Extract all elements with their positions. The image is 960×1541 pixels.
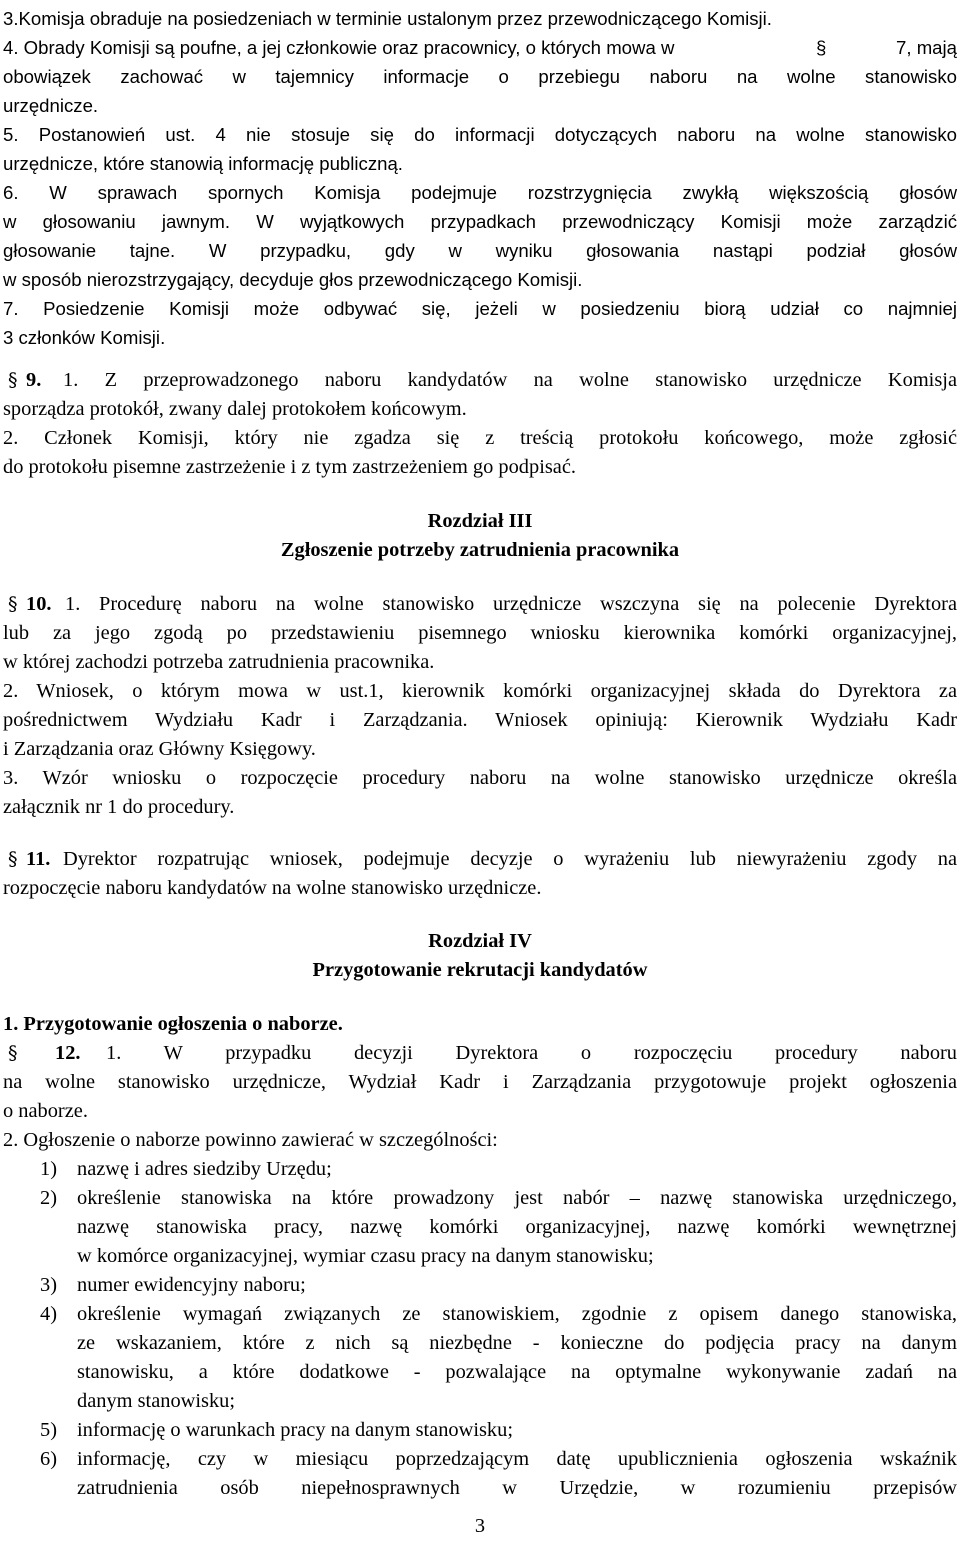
list-text: stanowisku, a które dodatkowe - pozwalające na optymalne wykonywanie zadań na — [77, 1361, 957, 1383]
list-item — [3, 1445, 957, 1473]
paragraph-line: na wolne stanowisko urzędnicze, Wydział Kadr i Zarządzania przygotowuje projekt ogłoszenia — [3, 1071, 957, 1093]
paragraph-line: do protokołu pisemne zastrzeżenie i z tym zastrzeżeniem go podpisać. — [3, 456, 576, 478]
list-item — [3, 1271, 957, 1299]
list-text: zatrudnienia osób niepełnosprawnych w Urzędzie, w rozumieniu przepisów — [77, 1477, 957, 1499]
paragraph-line: 7. Posiedzenie Komisji może odbywać się, jeżeli w posiedzeniu biorą udział co najmniej — [3, 298, 957, 319]
list-item — [3, 1155, 957, 1183]
list-text: danym stanowisku; — [77, 1390, 236, 1412]
paragraph-line — [3, 1039, 957, 1067]
paragraph-line: 5. Postanowień ust. 4 nie stosuje się do informacji dotyczących naboru na wolne stanowisko — [3, 124, 957, 145]
section-number: 9. — [26, 369, 42, 391]
paragraph-line — [3, 590, 957, 618]
list-item-continuation — [3, 1329, 957, 1357]
chapter-subtitle: Przygotowanie rekrutacji kandydatów — [312, 959, 648, 981]
list-number: 6) — [40, 1448, 57, 1470]
line-text: 1. Procedurę naboru na wolne stanowisko urzędnicze wszczyna się na polecenie Dyrektora — [65, 593, 957, 615]
section-sign: § — [8, 593, 18, 615]
paragraph-line: i Zarządzania oraz Główny Księgowy. — [3, 738, 316, 760]
list-number: 4) — [40, 1303, 57, 1325]
line-text: Dyrektor rozpatrując wniosek, podejmuje decyzje o wyrażeniu lub niewyrażeniu zgody na — [63, 848, 957, 870]
list-text: określenie wymagań związanych ze stanowiskiem, zgodnie z opisem danego stanowiska, — [77, 1303, 957, 1325]
section-number: 10. — [26, 593, 52, 615]
list-item-continuation — [3, 1387, 957, 1415]
paragraph-line: sporządza protokół, zwany dalej protokołem końcowym. — [3, 398, 467, 420]
paragraph-line — [3, 34, 957, 62]
list-item — [3, 1416, 957, 1444]
list-number: 5) — [40, 1419, 57, 1441]
paragraph-line: w głosowaniu jawnym. W wyjątkowych przypadkach przewodniczący Komisji może zarządzić — [3, 211, 957, 232]
section-sign: § — [816, 37, 827, 58]
subheading: 1. Przygotowanie ogłoszenia o naborze. — [3, 1013, 343, 1035]
section-sign: § — [8, 1042, 18, 1064]
paragraph-line: pośrednictwem Wydziału Kadr i Zarządzania. Wniosek opiniują: Kierownik Wydziału Kadr — [3, 709, 957, 731]
paragraph-line — [3, 845, 957, 873]
section-sign: § — [8, 848, 18, 870]
page-number: 3 — [474, 1515, 486, 1537]
paragraph-line: 3.Komisja obraduje na posiedzeniach w terminie ustalonym przez przewodniczącego Komisji. — [3, 8, 772, 29]
paragraph-line — [3, 366, 957, 394]
paragraph-line: 2. Wniosek, o którym mowa w ust.1, kierownik komórki organizacyjnej składa do Dyrektora za — [3, 680, 957, 702]
section-number: 12. — [55, 1042, 81, 1064]
list-item-continuation — [3, 1213, 957, 1241]
line-text: 1. Z przeprowadzonego naboru kandydatów na wolne stanowisko urzędnicze Komisja — [63, 369, 957, 391]
list-text: ze wskazaniem, które z nich są niezbędne - konieczne do podjęcia pracy na danym — [77, 1332, 957, 1354]
paragraph-line: 2. Ogłoszenie o naborze powinno zawierać w szczególności: — [3, 1129, 498, 1151]
paragraph-line: 3 członków Komisji. — [3, 327, 166, 348]
list-number: 1) — [40, 1158, 57, 1180]
paragraph-line: rozpoczęcie naboru kandydatów na wolne stanowisko urzędnicze. — [3, 877, 542, 899]
list-text: informację, czy w miesiącu poprzedzającym datę upublicznienia ogłoszenia wskaźnik — [77, 1448, 957, 1470]
paragraph-line: lub za jego zgodą po przedstawieniu pisemnego wniosku kierownika komórki organizacyjnej, — [3, 622, 957, 644]
list-item — [3, 1300, 957, 1328]
list-item-continuation — [3, 1474, 957, 1502]
paragraph-line: załącznik nr 1 do procedury. — [3, 796, 235, 818]
list-text: informację o warunkach pracy na danym stanowisku; — [77, 1419, 513, 1441]
section-sign: § — [8, 369, 18, 391]
list-item-continuation — [3, 1358, 957, 1386]
list-text: w komórce organizacyjnej, wymiar czasu pracy na danym stanowisku; — [77, 1245, 654, 1267]
line-text: 7, mają — [896, 37, 957, 58]
line-text: 1. W przypadku decyzji Dyrektora o rozpoczęciu procedury naboru — [106, 1042, 957, 1064]
line-text: 4. Obrady Komisji są poufne, a jej członkowie oraz pracownicy, o których mowa w — [3, 37, 675, 58]
paragraph-line: w sposób nierozstrzygający, decyduje głos przewodniczącego Komisji. — [3, 269, 583, 290]
paragraph-line: obowiązek zachować w tajemnicy informacje o przebiegu naboru na wolne stanowisko — [3, 66, 957, 87]
list-number: 2) — [40, 1187, 57, 1209]
section-number: 11. — [26, 848, 51, 870]
list-text: nazwę i adres siedziby Urzędu; — [77, 1158, 332, 1180]
paragraph-line: 3. Wzór wniosku o rozpoczęcie procedury naboru na wolne stanowisko urzędnicze określa — [3, 767, 957, 789]
paragraph-line: o naborze. — [3, 1100, 88, 1122]
list-text: określenie stanowiska na które prowadzony jest nabór – nazwę stanowiska urzędniczego, — [77, 1187, 957, 1209]
paragraph-line: 6. W sprawach spornych Komisja podejmuje rozstrzygnięcia zwykłą większością głosów — [3, 182, 957, 203]
chapter-subtitle: Zgłoszenie potrzeby zatrudnienia pracownika — [280, 539, 680, 561]
chapter-title: Rozdział IV — [428, 930, 532, 952]
paragraph-line: głosowanie tajne. W przypadku, gdy w wyniku głosowania nastąpi podział głosów — [3, 240, 957, 261]
chapter-title: Rozdział III — [427, 510, 533, 532]
list-item-continuation — [3, 1242, 957, 1270]
paragraph-line: urzędnicze, które stanowią informację publiczną. — [3, 153, 403, 174]
paragraph-line: 2. Członek Komisji, który nie zgadza się z treścią protokołu końcowego, może zgłosić — [3, 427, 957, 449]
list-number: 3) — [40, 1274, 57, 1296]
list-item — [3, 1184, 957, 1212]
list-text: numer ewidencyjny naboru; — [77, 1274, 306, 1296]
paragraph-line: urzędnicze. — [3, 95, 99, 116]
list-text: nazwę stanowiska pracy, nazwę komórki organizacyjnej, nazwę komórki wewnętrznej — [77, 1216, 957, 1238]
paragraph-line: w której zachodzi potrzeba zatrudnienia pracownika. — [3, 651, 435, 673]
